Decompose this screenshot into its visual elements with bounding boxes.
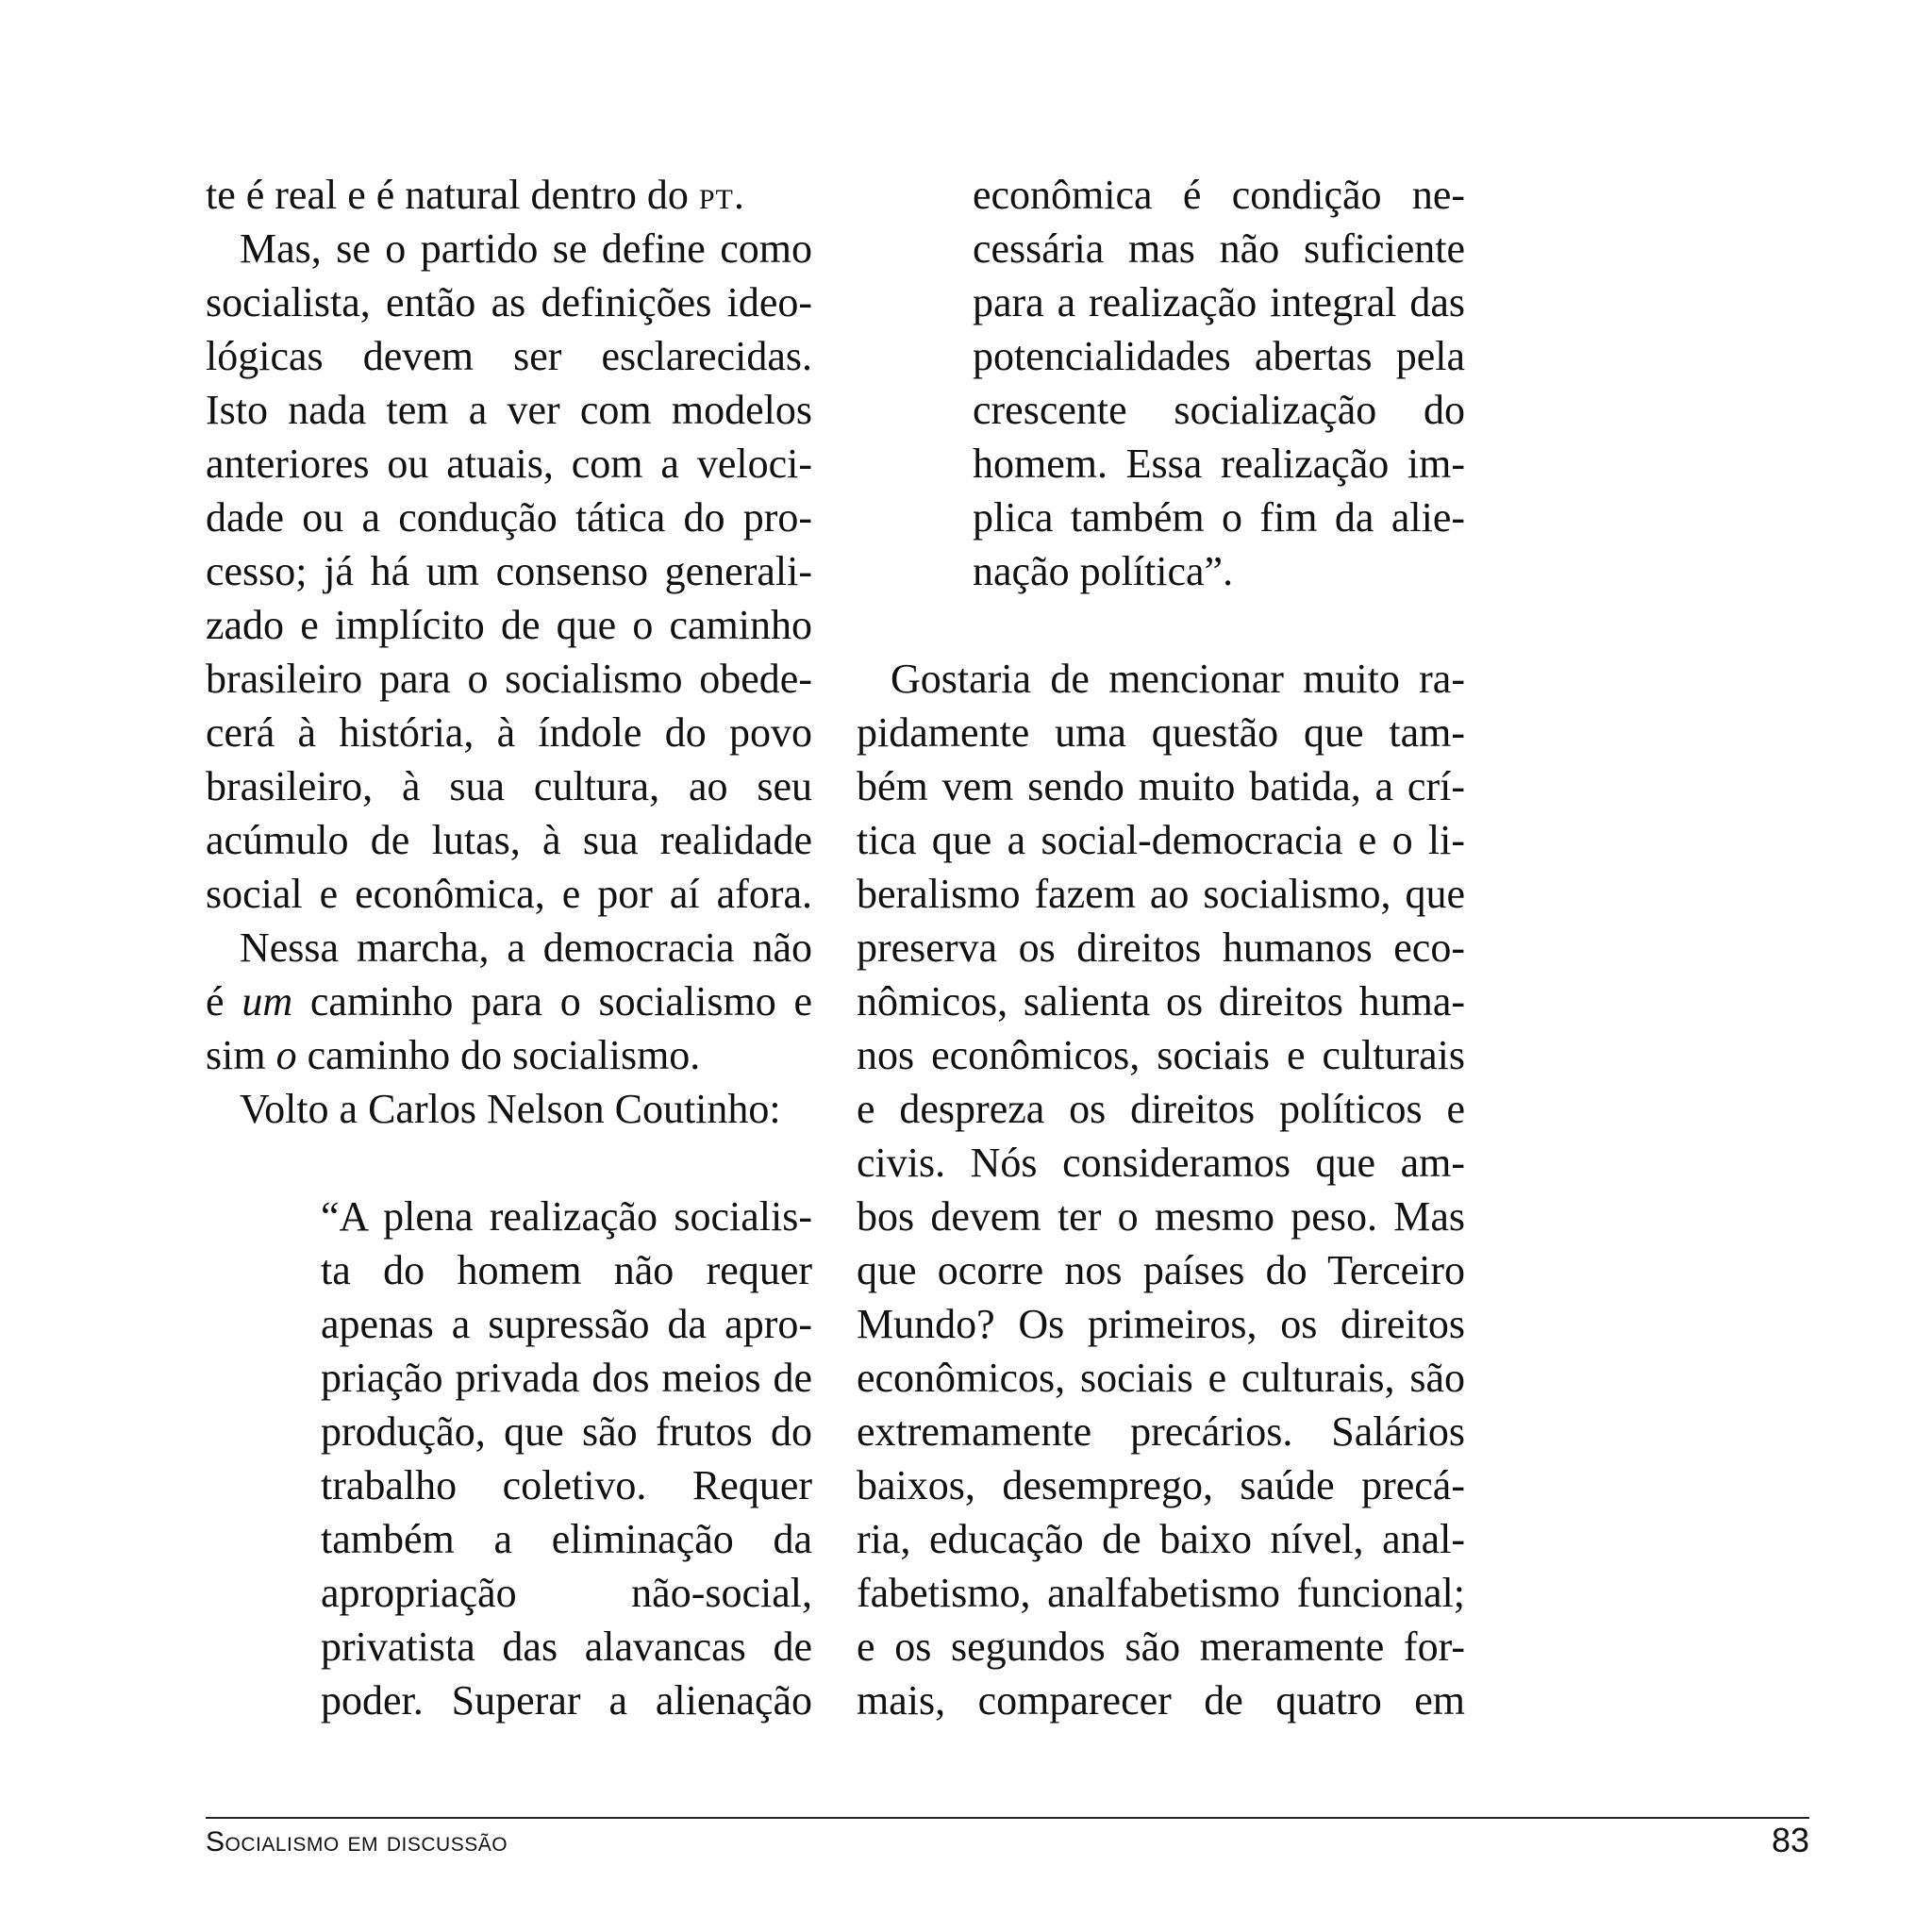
text-line: cesso; já há um consenso generali- — [206, 548, 812, 594]
text-line: beralismo fazem ao socialismo, que — [857, 871, 1465, 917]
text-line: bos devem ter o mesmo peso. Mas — [857, 1193, 1465, 1240]
text-line: econômicos, sociais e culturais, são — [857, 1355, 1465, 1401]
text-line: bém vem sendo muito batida, a crí- — [857, 763, 1465, 809]
text-line: Mundo? Os primeiros, os direitos — [857, 1301, 1465, 1347]
quote-line: crescente socialização do — [973, 387, 1465, 433]
page-number: 83 — [1771, 1821, 1809, 1859]
quote-line: para a realização integral das — [973, 279, 1465, 325]
quote-line: potencialidades abertas pela — [973, 333, 1465, 379]
text-line: acúmulo de lutas, à sua realidade — [206, 817, 812, 863]
quote-line: poder. Superar a alienação — [321, 1677, 812, 1724]
quote-line: homem. Essa realização im- — [973, 441, 1465, 487]
running-footer-title: Socialismo em discussão — [206, 1826, 508, 1857]
text-line: nômicos, salienta os direitos huma- — [857, 978, 1465, 1024]
text-line: baixos, desemprego, saúde precá- — [857, 1462, 1465, 1508]
text-line: zado e implícito de que o caminho — [206, 602, 812, 648]
footer-rule — [206, 1817, 1809, 1819]
text-line: anteriores ou atuais, com a veloci- — [206, 441, 812, 487]
text-line: que ocorre nos países do Terceiro — [857, 1247, 1465, 1293]
quote-line: também a eliminação da — [321, 1516, 812, 1562]
quote-line: apropriação não-social, — [321, 1570, 812, 1616]
quote-line: priação privada dos meios de — [321, 1355, 812, 1401]
text-line: sim o caminho do socialismo. — [206, 1032, 701, 1078]
quote-line: “A plena realização socialis- — [321, 1193, 812, 1240]
party-acronym: PT — [698, 184, 734, 215]
text-line: brasileiro, à sua cultura, ao seu — [206, 763, 812, 809]
text-line: Isto nada tem a ver com modelos — [206, 387, 812, 433]
quote-line: nação política”. — [973, 548, 1234, 594]
text-line: cerá à história, à índole do povo — [206, 709, 812, 756]
emphasis: um — [242, 978, 293, 1024]
quote-line: privatista das alavancas de — [321, 1624, 812, 1670]
text-line: lógicas devem ser esclarecidas. — [206, 333, 812, 379]
emphasis: o — [275, 1032, 297, 1078]
text-line: tica que a social-democracia e o li- — [857, 817, 1465, 863]
text-line: é um caminho para o socialismo e — [206, 978, 813, 1024]
quote-line: apenas a supressão da apro- — [321, 1301, 812, 1347]
text-line: ria, educação de baixo nível, anal- — [857, 1516, 1465, 1562]
quote-line: cessária mas não suficiente — [973, 225, 1465, 272]
text-line: dade ou a condução tática do pro- — [206, 494, 812, 541]
text-line: mais, comparecer de quatro em — [857, 1677, 1465, 1724]
text-line: Nessa marcha, a democracia não — [240, 924, 812, 971]
text-line: Volto a Carlos Nelson Coutinho: — [240, 1086, 781, 1132]
quote-line: ta do homem não requer — [321, 1247, 812, 1293]
text-line: pidamente uma questão que tam- — [857, 709, 1465, 756]
text-line: extremamente precários. Salários — [857, 1408, 1465, 1455]
quote-line: econômica é condição ne- — [973, 172, 1465, 218]
text-line: socialista, então as definições ideo- — [206, 279, 812, 325]
text-line: e os segundos são meramente for- — [857, 1624, 1465, 1670]
text-line: Gostaria de mencionar muito ra- — [891, 656, 1465, 702]
text-line: brasileiro para o socialismo obede- — [206, 656, 812, 702]
text-line: fabetismo, analfabetismo funcional; — [857, 1570, 1465, 1616]
quote-line: produção, que são frutos do — [321, 1408, 812, 1455]
text-line: social e econômica, e por aí afora. — [206, 871, 812, 917]
text-line: te é real e é natural dentro do PT. — [206, 172, 744, 218]
quote-line: trabalho coletivo. Requer — [321, 1462, 812, 1508]
text-line: preserva os direitos humanos eco- — [857, 924, 1465, 971]
text-line: Mas, se o partido se define como — [240, 225, 812, 272]
text-line: e despreza os direitos políticos e — [857, 1086, 1465, 1132]
quote-line: plica também o fim da alie- — [973, 494, 1465, 541]
text-line: nos econômicos, sociais e culturais — [857, 1032, 1465, 1078]
text-line: civis. Nós consideramos que am- — [857, 1140, 1465, 1186]
